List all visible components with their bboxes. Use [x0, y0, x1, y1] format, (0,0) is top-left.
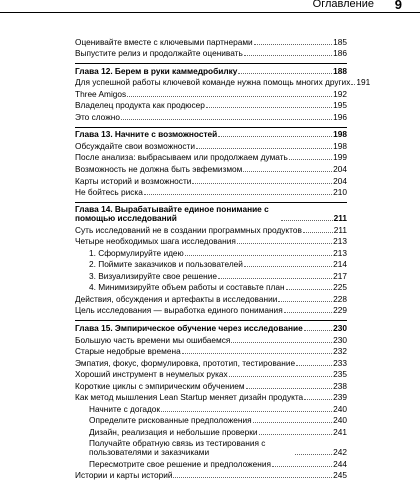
- dot-leader: [272, 465, 332, 467]
- dot-leader: [185, 254, 332, 256]
- dot-leader: [281, 219, 333, 221]
- toc-entry: [75, 304, 347, 316]
- entry-page-number: 229: [333, 306, 347, 315]
- entry-title: Четыре необходимых шага исследования: [75, 237, 236, 246]
- entry-title: Хороший инструмент в неумелых руках: [75, 370, 228, 379]
- chapter-entry: [75, 202, 347, 223]
- toc-entry: [75, 235, 347, 247]
- entry-title: Истории и карты историй: [75, 471, 172, 480]
- entry-page-number: 204: [333, 165, 347, 174]
- dot-leader: [295, 453, 332, 455]
- entry-title: Three Amigos: [75, 90, 126, 99]
- dot-leader: [254, 43, 333, 45]
- toc-subentry: [75, 281, 347, 293]
- entry-page-number: 211: [334, 214, 347, 223]
- entry-title: Глава 12. Берем в руки каммедробилку: [75, 67, 237, 76]
- entry-title: Большую часть времени мы ошибаемся: [75, 336, 230, 345]
- entry-title: Старые недобрые времена: [75, 347, 181, 356]
- entry-page-number: 213: [333, 237, 347, 246]
- dot-leader: [351, 83, 355, 85]
- dot-leader: [218, 135, 332, 137]
- toc-entry: [75, 99, 347, 111]
- dot-leader: [253, 421, 333, 423]
- entry-title: 1. Сформулируйте идею: [89, 249, 184, 258]
- toc-entry: [75, 345, 347, 357]
- toc-subentry: [75, 437, 347, 457]
- entry-title: Получайте обратную связь из тестирования с пользователями и заказчиками: [89, 439, 294, 457]
- toc-entry: [75, 76, 347, 88]
- entry-page-number: 240: [333, 416, 347, 425]
- toc-entry: [75, 151, 347, 163]
- entry-page-number: 196: [333, 113, 347, 122]
- entry-page-number: 217: [333, 272, 347, 281]
- dot-leader: [229, 375, 332, 377]
- dot-leader: [278, 300, 332, 302]
- toc-entry: [75, 391, 347, 403]
- entry-page-number: 210: [333, 188, 347, 197]
- dot-leader: [192, 182, 332, 184]
- toc-entry: [75, 333, 347, 345]
- entry-page-number: 191: [356, 78, 370, 87]
- toc-subentry: [75, 402, 347, 414]
- toc-entry: [75, 87, 347, 99]
- entry-page-number: 245: [333, 471, 347, 480]
- entry-page-number: 239: [333, 393, 347, 402]
- dot-leader: [259, 433, 333, 435]
- toc-entry: [75, 379, 347, 391]
- entry-title: Карты историй и возможности: [75, 177, 191, 186]
- entry-page-number: 192: [333, 90, 347, 99]
- entry-page-number: 233: [333, 359, 347, 368]
- dot-leader: [304, 329, 332, 331]
- entry-title: Цель исследования — выработка единого понимания: [75, 306, 283, 315]
- dot-leader: [246, 387, 333, 389]
- entry-title: Не бойтесь риска: [75, 188, 143, 197]
- dot-leader: [196, 147, 332, 149]
- entry-page-number: 204: [333, 177, 347, 186]
- toc-entry: [75, 47, 347, 59]
- dot-leader: [206, 106, 332, 108]
- toc-subentry: [75, 457, 347, 469]
- toc-entry: [75, 35, 347, 47]
- entry-title: После анализа: выбрасываем или продолжаем думать: [75, 153, 288, 162]
- entry-title: Как метод мышления Lean Startup меняет дизайн продукта: [75, 393, 303, 402]
- entry-title: Действия, обсуждения и артефакты в исследовании: [75, 295, 277, 304]
- toc-entry: [75, 292, 347, 304]
- entry-title: Это сложно: [75, 113, 120, 122]
- toc-entry: [75, 469, 347, 480]
- entry-page-number: 213: [333, 249, 347, 258]
- dot-leader: [182, 352, 332, 354]
- entry-page-number: 195: [333, 101, 347, 110]
- entry-page-number: 185: [333, 38, 347, 47]
- dot-leader: [161, 410, 332, 412]
- dot-leader: [286, 288, 333, 290]
- dot-leader: [304, 398, 332, 400]
- entry-page-number: 238: [333, 382, 347, 391]
- dot-leader: [284, 311, 332, 313]
- toc-entry: [75, 368, 347, 380]
- entry-title: Глава 15. Эмпирическое обучение через исследование: [75, 324, 303, 333]
- dot-leader: [173, 476, 332, 478]
- dot-leader: [144, 193, 332, 195]
- dot-leader: [244, 54, 332, 56]
- entry-page-number: 225: [333, 283, 347, 292]
- dot-leader: [296, 364, 332, 366]
- toc-subentry: [75, 269, 347, 281]
- entry-title: Эмпатия, фокус, формулировка, прототип, тестирование: [75, 359, 295, 368]
- chapter-entry: [75, 320, 347, 333]
- toc-entry: [75, 356, 347, 368]
- toc-subentry: [75, 425, 347, 437]
- entry-page-number: 186: [333, 49, 347, 58]
- toc-subentry: [75, 258, 347, 270]
- toc-subentry: [75, 246, 347, 258]
- entry-title: Владелец продукта как продюсер: [75, 101, 205, 110]
- toc-entry: [75, 174, 347, 186]
- dot-leader: [303, 231, 333, 233]
- entry-page-number: 242: [333, 448, 347, 457]
- entry-title: Начните с догадок: [89, 405, 160, 414]
- table-of-contents: [75, 35, 347, 480]
- entry-page-number: 188: [333, 67, 347, 76]
- dot-leader: [218, 277, 332, 279]
- toc-entry: [75, 139, 347, 151]
- dot-leader: [127, 95, 332, 97]
- entry-title: 2. Поймите заказчиков и пользователей: [89, 260, 243, 269]
- entry-title: Глава 13. Начните с возможностей: [75, 130, 217, 139]
- entry-page-number: 198: [333, 130, 347, 139]
- entry-page-number: 230: [333, 336, 347, 345]
- entry-title: 3. Визуализируйте свое решение: [89, 272, 217, 281]
- entry-title: Дизайн, реализация и небольшие проверки: [89, 428, 258, 437]
- toc-entry: [75, 110, 347, 122]
- entry-title: Определите рискованные предположения: [89, 416, 252, 425]
- entry-page-number: 199: [333, 153, 347, 162]
- dot-leader: [289, 158, 332, 160]
- entry-title: Суть исследований не в создании программных продуктов: [75, 226, 302, 235]
- dot-leader: [121, 118, 332, 120]
- entry-title: Пересмотрите свое решение и предположения: [89, 460, 271, 469]
- entry-title: Глава 14. Вырабатывайте единое понимание с помощью исследований: [75, 205, 280, 223]
- entry-page-number: 235: [333, 370, 347, 379]
- entry-title: Оценивайте вместе с ключевыми партнерами: [75, 38, 253, 47]
- entry-page-number: 211: [334, 226, 347, 235]
- chapter-entry: [75, 127, 347, 140]
- entry-page-number: 214: [333, 260, 347, 269]
- chapter-entry: [75, 63, 347, 76]
- dot-leader: [238, 72, 332, 74]
- toc-entry: [75, 186, 347, 198]
- entry-title: Возможность не должна быть эвфемизмом: [75, 165, 242, 174]
- header-page-number: 9: [395, 0, 402, 12]
- dot-leader: [243, 170, 332, 172]
- entry-page-number: 198: [333, 142, 347, 151]
- entry-title: Для успешной работы ключевой команде нужна помощь многих других: [75, 78, 350, 87]
- header-title: Оглавление: [313, 0, 374, 10]
- entry-title: Обсуждайте свои возможности: [75, 142, 195, 151]
- dot-leader: [244, 265, 332, 267]
- entry-page-number: 232: [333, 347, 347, 356]
- entry-title: Короткие циклы с эмпирическим обучением: [75, 382, 245, 391]
- dot-leader: [237, 242, 332, 244]
- dot-leader: [231, 341, 332, 343]
- entry-page-number: 228: [333, 295, 347, 304]
- toc-entry: [75, 223, 347, 235]
- entry-page-number: 240: [333, 405, 347, 414]
- entry-title: Выпустите релиз и продолжайте оценивать: [75, 49, 243, 58]
- entry-title: 4. Минимизируйте объем работы и составьте план: [89, 283, 285, 292]
- entry-page-number: 230: [333, 324, 347, 333]
- entry-page-number: 241: [333, 428, 347, 437]
- running-header: [0, 0, 420, 13]
- toc-entry: [75, 162, 347, 174]
- entry-page-number: 244: [333, 460, 347, 469]
